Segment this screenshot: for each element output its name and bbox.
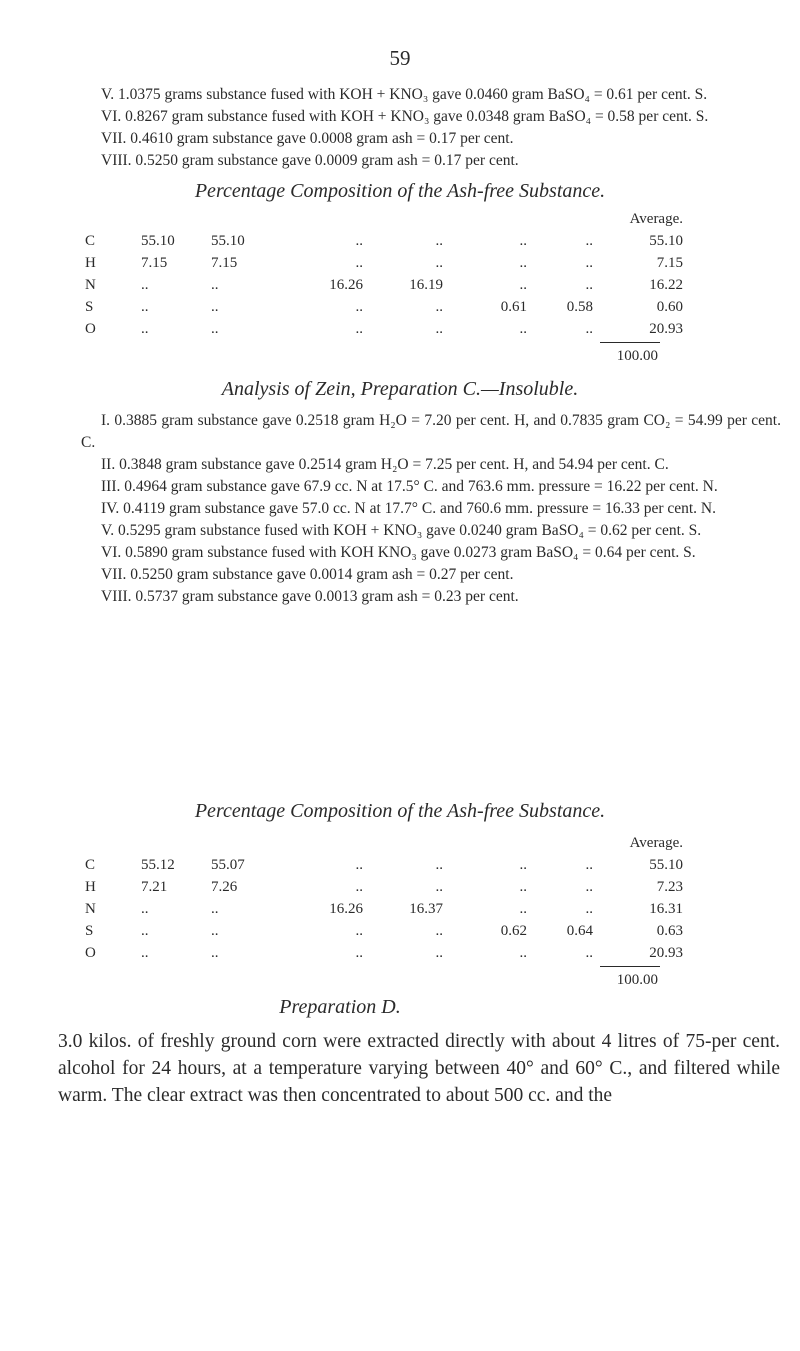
table-row: H 7.15 7.15 .. .. .. .. 7.15 — [85, 254, 683, 271]
sum-rule — [600, 966, 660, 967]
table-row: C 55.10 55.10 .. .. .. .. 55.10 — [85, 232, 683, 249]
paragraph: III. 0.4964 gram substance gave 67.9 cc. N at 17.5° C. and 763.6 mm. pressure = 16.22 per cent. N. — [101, 478, 718, 495]
table2-heading: Percentage Composition of the Ash-free Substance. — [194, 800, 606, 822]
average-label: Average. — [629, 210, 683, 227]
final-paragraph — [58, 1028, 780, 1109]
table-row: C 55.12 55.07 .. .. .. .. 55.10 — [85, 856, 683, 873]
paragraph: VII. 0.5250 gram substance gave 0.0014 gram ash = 0.27 per cent. — [101, 566, 514, 583]
table2 — [85, 832, 683, 964]
page-number: 59 — [389, 46, 411, 70]
paragraph: V. 0.5295 gram substance fused with KOH + KNO₃ gave 0.0240 gram BaSO₄ = 0.62 per cent. S. — [101, 522, 702, 539]
paragraph: IV. 0.4119 gram substance gave 57.0 cc. N at 17.7° C. and 760.6 mm. pressure = 16.33 per cent. N. — [101, 500, 717, 517]
table-row: S .. .. .. .. 0.62 0.64 0.63 — [85, 922, 683, 939]
table-row: N .. .. 16.26 16.19 .. .. 16.22 — [85, 276, 683, 293]
prep-d-heading: Preparation D. — [279, 996, 401, 1018]
table1 — [85, 208, 683, 340]
paragraph: VI. 0.5890 gram substance fused with KOH KNO₃ gave 0.0273 gram BaSO₄ = 0.64 per cent. S. — [101, 544, 696, 561]
paragraph: II. 0.3848 gram substance gave 0.2514 gram H₂O = 7.25 per cent. H, and 54.94 per cent. C. — [101, 456, 669, 473]
table2-total: 100.00 — [616, 972, 658, 988]
paragraph: V. 1.0375 grams substance fused with KOH + KNO₃ gave 0.0460 gram BaSO₄ = 0.61 per cent. S. — [101, 86, 708, 103]
paragraph: VII. 0.4610 gram substance gave 0.0008 gram ash = 0.17 per cent. — [101, 130, 514, 147]
paragraph: VIII. 0.5737 gram substance gave 0.0013 gram ash = 0.23 per cent. — [101, 588, 519, 605]
paragraph: VIII. 0.5250 gram substance gave 0.0009 gram ash = 0.17 per cent. — [101, 152, 519, 169]
table-row: S .. .. .. .. 0.61 0.58 0.60 — [85, 298, 683, 315]
middle-paragraphs — [81, 410, 781, 608]
table-row: O .. .. .. .. .. .. 20.93 — [85, 944, 683, 961]
table-row: H 7.21 7.26 .. .. .. .. 7.23 — [85, 878, 683, 895]
average-label: Average. — [629, 834, 683, 851]
top-paragraphs — [81, 84, 781, 172]
paragraph: I. 0.3885 gram substance gave 0.2518 gram H₂O = 7.20 per cent. H, and 0.7835 gram CO₂ = 54.99 per cent. C. — [81, 412, 781, 451]
paragraph: VI. 0.8267 gram substance fused with KOH + KNO₃ gave 0.0348 gram BaSO₄ = 0.58 per cent. S. — [101, 108, 709, 125]
table1-heading: Percentage Composition of the Ash-free Substance. — [194, 180, 606, 202]
table-row: N .. .. 16.26 16.37 .. .. 16.31 — [85, 900, 683, 917]
table-row: O .. .. .. .. .. .. 20.93 — [85, 320, 683, 337]
table1-total: 100.00 — [616, 348, 658, 364]
paragraph: 3.0 kilos. of freshly ground corn were extracted directly with about 4 litres of 75-per cent. alcohol for 24 hours, at a temperature varying between 40° and 60° C., and filtered while warm. The clear extract was then concentrated to about 500 cc. and the — [58, 1031, 780, 1106]
section-heading: Analysis of Zein, Preparation C.—Insoluble. — [221, 378, 579, 400]
sum-rule — [600, 342, 660, 343]
